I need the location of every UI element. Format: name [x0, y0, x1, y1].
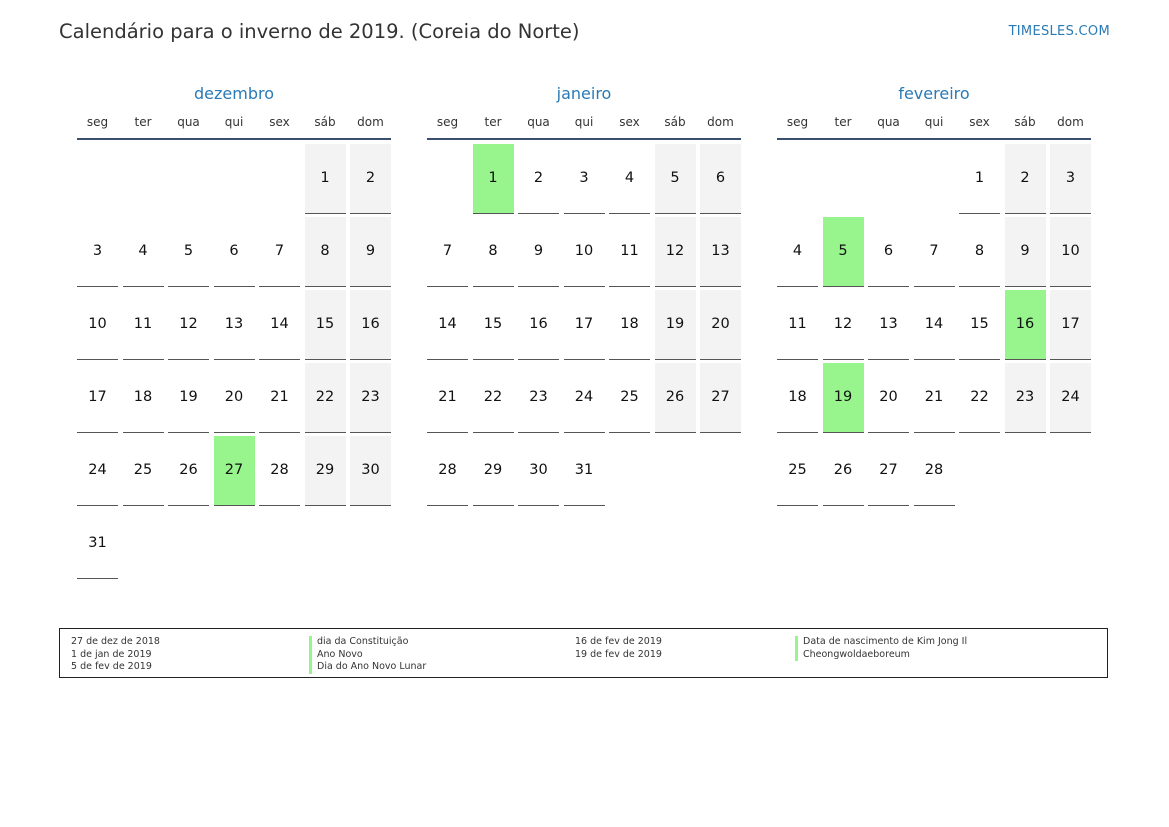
- day-cell: 18: [777, 363, 818, 433]
- day-cell: 10: [1050, 217, 1091, 287]
- weekday-label: dom: [1057, 115, 1084, 129]
- legend-date: 16 de fev de 2019: [575, 636, 662, 647]
- day-cell: 28: [914, 436, 955, 506]
- weekday-label: qua: [177, 115, 200, 129]
- weekday-label: sex: [969, 115, 990, 129]
- holiday-day-cell: 5: [823, 217, 864, 287]
- day-cell: 14: [427, 290, 468, 360]
- month-name: dezembro: [194, 84, 274, 103]
- day-cell: 31: [564, 436, 605, 506]
- day-cell: 22: [959, 363, 1000, 433]
- week-row: [427, 290, 741, 363]
- legend-holiday-name: Data de nascimento de Kim Jong Il: [795, 636, 967, 649]
- day-cell: 15: [959, 290, 1000, 360]
- empty-day-cell: [959, 436, 1000, 505]
- day-cell: 19: [168, 363, 209, 433]
- empty-day-cell: [168, 509, 209, 578]
- day-cell: 2: [518, 144, 559, 214]
- week-row: [427, 144, 741, 217]
- day-cell: 11: [609, 217, 650, 287]
- day-cell: 15: [305, 290, 346, 360]
- weekday-label: dom: [707, 115, 734, 129]
- day-cell: 31: [77, 509, 118, 579]
- weekday-label: dom: [357, 115, 384, 129]
- weekday-label: ter: [484, 115, 502, 129]
- empty-day-cell: [259, 144, 300, 213]
- empty-day-cell: [655, 436, 696, 505]
- day-cell: 9: [350, 217, 391, 287]
- empty-day-cell: [823, 144, 864, 213]
- brand-link[interactable]: TIMESLES.COM: [1008, 24, 1110, 39]
- day-cell: 3: [77, 217, 118, 287]
- day-cell: 13: [700, 217, 741, 287]
- week-row: [427, 436, 741, 509]
- month-name: fevereiro: [898, 84, 970, 103]
- legend-date: 27 de dez de 2018: [71, 636, 160, 647]
- week-row: [427, 217, 741, 290]
- week-row: [777, 217, 1091, 290]
- day-cell: 3: [564, 144, 605, 214]
- weekday-label: ter: [134, 115, 152, 129]
- day-cell: 26: [168, 436, 209, 506]
- day-cell: 7: [914, 217, 955, 287]
- weekday-label: qui: [924, 115, 944, 129]
- empty-day-cell: [700, 436, 741, 505]
- day-cell: 4: [123, 217, 164, 287]
- empty-day-cell: [1050, 436, 1091, 505]
- legend-holiday-name: Cheongwoldaeboreum: [795, 649, 967, 662]
- holiday-day-cell: 19: [823, 363, 864, 433]
- weekday-label: sáb: [314, 115, 336, 129]
- day-cell: 25: [123, 436, 164, 506]
- weekday-label: ter: [834, 115, 852, 129]
- empty-day-cell: [427, 144, 468, 213]
- legend-holiday-name: Dia do Ano Novo Lunar: [309, 661, 426, 674]
- legend-dates-right: [575, 636, 662, 661]
- day-cell: 2: [1005, 144, 1046, 214]
- weekday-label: seg: [86, 115, 109, 129]
- day-cell: 20: [700, 290, 741, 360]
- month-december: [77, 82, 391, 582]
- legend-holiday-name: Ano Novo: [309, 649, 426, 662]
- week-row: [77, 217, 391, 290]
- day-cell: 13: [214, 290, 255, 360]
- day-cell: 6: [700, 144, 741, 214]
- weekday-label: sáb: [1014, 115, 1036, 129]
- day-cell: 9: [1005, 217, 1046, 287]
- day-cell: 17: [77, 363, 118, 433]
- holiday-day-cell: 27: [214, 436, 255, 506]
- empty-day-cell: [350, 509, 391, 578]
- day-cell: 18: [609, 290, 650, 360]
- weekday-label: qua: [877, 115, 900, 129]
- month-grid: [777, 144, 1091, 509]
- day-cell: 16: [350, 290, 391, 360]
- day-cell: 17: [1050, 290, 1091, 360]
- weekday-label: seg: [786, 115, 809, 129]
- day-cell: 10: [77, 290, 118, 360]
- day-cell: 4: [609, 144, 650, 214]
- week-row: [427, 363, 741, 436]
- week-row: [77, 436, 391, 509]
- legend-date: 5 de fev de 2019: [71, 661, 152, 672]
- week-row: [777, 436, 1091, 509]
- month-february: [777, 82, 1091, 509]
- day-cell: 15: [473, 290, 514, 360]
- day-cell: 1: [959, 144, 1000, 214]
- weekday-label: seg: [436, 115, 459, 129]
- empty-day-cell: [77, 144, 118, 213]
- legend-date: 19 de fev de 2019: [575, 648, 662, 660]
- holiday-day-cell: 16: [1005, 290, 1046, 360]
- day-cell: 27: [868, 436, 909, 506]
- holiday-day-cell: 1: [473, 144, 514, 214]
- day-cell: 17: [564, 290, 605, 360]
- day-cell: 8: [305, 217, 346, 287]
- legend-date: 1 de jan de 2019: [71, 648, 152, 660]
- month-grid: [427, 144, 741, 509]
- week-row: [77, 144, 391, 217]
- day-cell: 27: [700, 363, 741, 433]
- weekday-label: sex: [269, 115, 290, 129]
- day-cell: 11: [777, 290, 818, 360]
- empty-day-cell: [914, 144, 955, 213]
- day-cell: 23: [350, 363, 391, 433]
- day-cell: 10: [564, 217, 605, 287]
- day-cell: 22: [473, 363, 514, 433]
- day-cell: 6: [868, 217, 909, 287]
- weekday-label: qui: [574, 115, 594, 129]
- day-cell: 8: [473, 217, 514, 287]
- weekday-header: [77, 112, 391, 140]
- day-cell: 24: [77, 436, 118, 506]
- holiday-legend: [59, 628, 1108, 678]
- empty-day-cell: [305, 509, 346, 578]
- day-cell: 14: [914, 290, 955, 360]
- day-cell: 13: [868, 290, 909, 360]
- weekday-label: qui: [224, 115, 244, 129]
- day-cell: 11: [123, 290, 164, 360]
- day-cell: 16: [518, 290, 559, 360]
- day-cell: 18: [123, 363, 164, 433]
- legend-dates-left: [71, 636, 160, 674]
- day-cell: 29: [473, 436, 514, 506]
- month-name: janeiro: [556, 84, 612, 103]
- day-cell: 19: [655, 290, 696, 360]
- empty-day-cell: [868, 144, 909, 213]
- empty-day-cell: [214, 509, 255, 578]
- weekday-label: sáb: [664, 115, 686, 129]
- day-cell: 14: [259, 290, 300, 360]
- day-cell: 4: [777, 217, 818, 287]
- day-cell: 8: [959, 217, 1000, 287]
- day-cell: 28: [259, 436, 300, 506]
- day-cell: 1: [305, 144, 346, 214]
- empty-day-cell: [259, 509, 300, 578]
- day-cell: 21: [259, 363, 300, 433]
- day-cell: 9: [518, 217, 559, 287]
- day-cell: 24: [1050, 363, 1091, 433]
- empty-day-cell: [609, 436, 650, 505]
- day-cell: 21: [914, 363, 955, 433]
- day-cell: 7: [427, 217, 468, 287]
- day-cell: 30: [518, 436, 559, 506]
- day-cell: 12: [655, 217, 696, 287]
- day-cell: 21: [427, 363, 468, 433]
- day-cell: 23: [1005, 363, 1046, 433]
- day-cell: 24: [564, 363, 605, 433]
- day-cell: 6: [214, 217, 255, 287]
- week-row: [77, 290, 391, 363]
- legend-names-right: [795, 636, 967, 661]
- empty-day-cell: [1005, 436, 1046, 505]
- month-january: [427, 82, 741, 509]
- day-cell: 2: [350, 144, 391, 214]
- week-row: [77, 509, 391, 582]
- weekday-header: [777, 112, 1091, 140]
- day-cell: 26: [655, 363, 696, 433]
- week-row: [777, 363, 1091, 436]
- day-cell: 29: [305, 436, 346, 506]
- day-cell: 12: [168, 290, 209, 360]
- day-cell: 30: [350, 436, 391, 506]
- legend-names-left: [309, 636, 426, 674]
- day-cell: 23: [518, 363, 559, 433]
- week-row: [777, 144, 1091, 217]
- weekday-header: [427, 112, 741, 140]
- day-cell: 26: [823, 436, 864, 506]
- weekday-label: sex: [619, 115, 640, 129]
- day-cell: 3: [1050, 144, 1091, 214]
- day-cell: 12: [823, 290, 864, 360]
- empty-day-cell: [123, 509, 164, 578]
- legend-holiday-name: dia da Constituição: [309, 636, 426, 649]
- month-grid: [77, 144, 391, 582]
- week-row: [77, 363, 391, 436]
- day-cell: 28: [427, 436, 468, 506]
- day-cell: 25: [609, 363, 650, 433]
- empty-day-cell: [777, 144, 818, 213]
- day-cell: 5: [168, 217, 209, 287]
- empty-day-cell: [168, 144, 209, 213]
- day-cell: 20: [868, 363, 909, 433]
- day-cell: 20: [214, 363, 255, 433]
- day-cell: 7: [259, 217, 300, 287]
- empty-day-cell: [214, 144, 255, 213]
- weekday-label: qua: [527, 115, 550, 129]
- page-title: Calendário para o inverno de 2019. (Coreia do Norte): [59, 20, 580, 43]
- week-row: [777, 290, 1091, 363]
- day-cell: 5: [655, 144, 696, 214]
- day-cell: 22: [305, 363, 346, 433]
- empty-day-cell: [123, 144, 164, 213]
- day-cell: 25: [777, 436, 818, 506]
